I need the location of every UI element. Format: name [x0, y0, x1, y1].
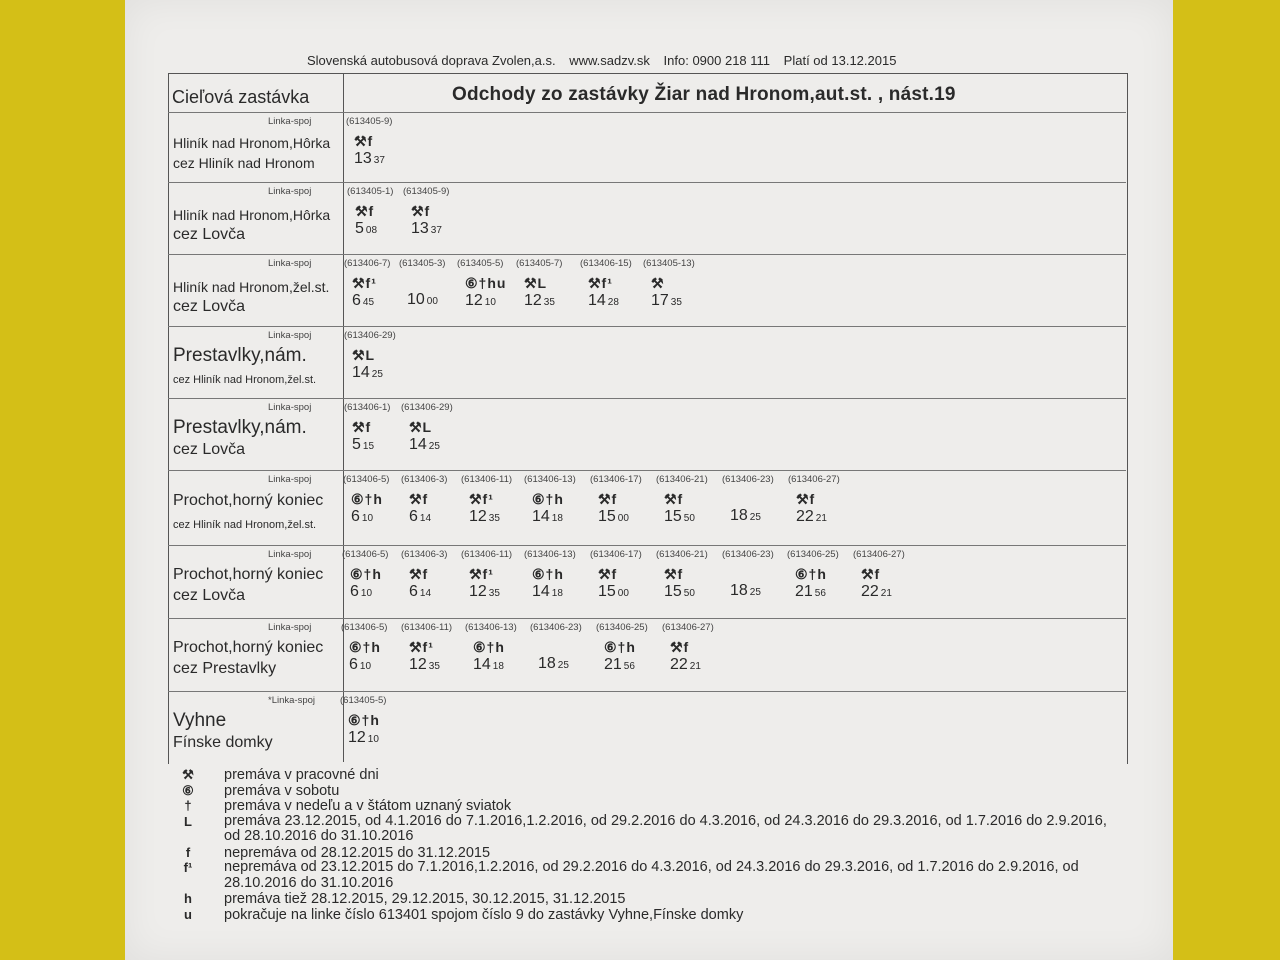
destination-name: Hliník nad Hronom,Hôrka	[173, 207, 331, 223]
spoj-code: (613406-25)	[596, 622, 648, 633]
departure	[409, 419, 479, 454]
departure-hour: 21	[604, 656, 622, 673]
departure-hour: 6	[349, 656, 358, 673]
departure-symbols: ⚒f	[598, 491, 618, 507]
departure-minute: 50	[683, 513, 695, 524]
departure	[598, 566, 668, 601]
departure-time	[664, 583, 734, 601]
departure-symbols	[538, 639, 608, 655]
linka-spoj-label: Linka-spoj	[268, 116, 312, 127]
spoj-code: (613406-11)	[401, 622, 453, 633]
departure-hour: 15	[598, 583, 616, 600]
destination-column-header: Cieľová zastávka	[172, 87, 310, 107]
company-web: www.sadzv.sk	[569, 53, 650, 68]
departure-time	[604, 656, 674, 674]
spoj-code: (613405-1)	[347, 186, 394, 197]
departure-symbols: ⚒f	[670, 639, 690, 655]
departure-time	[469, 508, 539, 526]
departure-minute: 35	[488, 588, 500, 599]
valid-from: Platí od 13.12.2015	[783, 53, 897, 68]
departure-symbols: ⚒f	[796, 491, 816, 507]
departure-hour: 10	[407, 291, 425, 308]
departure-time	[861, 583, 931, 601]
departure-time	[532, 508, 602, 526]
spoj-code: (613406-5)	[341, 622, 388, 633]
destination-via: cez Hliník nad Hronom	[173, 155, 315, 171]
destination-via: cez Hliník nad Hronom,žel.st.	[173, 374, 317, 386]
linka-spoj-label: Linka-spoj	[268, 474, 312, 485]
legend-item	[170, 907, 1130, 923]
spoj-code: (613406-11)	[461, 549, 513, 560]
departure-minute: 10	[361, 513, 374, 524]
departure-hour: 6	[409, 508, 418, 525]
spoj-code: (613405-7)	[516, 258, 563, 269]
spoj-code: (613406-25)	[787, 549, 839, 560]
departure-minute: 10	[484, 297, 496, 308]
departure-minute: 56	[623, 661, 635, 672]
legend-text: premáva tiež 28.12.2015, 29.12.2015, 30.12.2015, 31.12.2015	[224, 891, 626, 907]
destination-name: Prestavlky,nám.	[173, 345, 307, 366]
departure	[861, 566, 931, 601]
departure-minute: 18	[492, 661, 504, 672]
departure-symbols: ⑥†h	[350, 566, 382, 582]
departure-symbols: ⚒f¹	[588, 275, 613, 291]
departure	[670, 639, 740, 674]
departure-time	[651, 292, 721, 310]
legend-symbol: h	[184, 891, 192, 906]
departure	[795, 566, 865, 601]
departure-symbols: ⑥†h	[532, 491, 564, 507]
departure-minute: 21	[689, 661, 701, 672]
departure-hour: 12	[348, 729, 366, 746]
departure-time	[348, 729, 418, 747]
linka-spoj-label: Linka-spoj	[268, 258, 312, 269]
departure	[664, 491, 734, 526]
departure-minute: 45	[362, 297, 375, 308]
destination-via: cez Prestavlky	[173, 660, 277, 677]
departure-minute: 35	[670, 297, 682, 308]
departure-minute: 14	[419, 588, 432, 599]
spoj-code: (613406-13)	[524, 474, 576, 485]
departure-minute: 10	[367, 734, 379, 745]
spoj-code: (613406-15)	[580, 258, 632, 269]
departure-minute: 56	[814, 588, 826, 599]
route-section	[168, 692, 1128, 762]
departure	[411, 203, 481, 238]
departure-minute: 18	[551, 588, 563, 599]
spoj-code: (613406-27)	[853, 549, 905, 560]
departure-minute: 15	[362, 441, 375, 452]
linka-spoj-label: Linka-spoj	[268, 549, 312, 560]
departure-hour: 18	[538, 655, 556, 672]
departure-hour: 14	[532, 583, 550, 600]
departure-minute: 25	[557, 660, 569, 671]
departure-symbols: ⚒f	[409, 566, 429, 582]
legend-text: premáva v nedeľu a v štátom uznaný sviatok	[224, 798, 512, 814]
spoj-code: (613406-27)	[662, 622, 714, 633]
departure-symbols: ⚒f¹	[352, 275, 377, 291]
route-section	[168, 546, 1128, 619]
departure-symbols: ⑥†h	[348, 712, 380, 728]
destination-name: Prestavlky,nám.	[173, 417, 307, 438]
departure-hour: 22	[670, 656, 688, 673]
legend-symbol: f	[185, 844, 191, 860]
spoj-code: (613406-1)	[344, 402, 391, 413]
linka-spoj-label: Linka-spoj	[268, 186, 312, 197]
departure-time	[795, 583, 865, 601]
destination-via: cez Lovča	[173, 441, 246, 458]
departure-time	[469, 583, 539, 601]
departure-hour: 12	[465, 292, 483, 309]
legend-symbol: f¹	[183, 860, 193, 875]
legend-symbol: L	[184, 813, 192, 829]
spoj-code: (613406-5)	[342, 549, 389, 560]
destination-via: cez Hliník nad Hronom,žel.st.	[173, 519, 317, 531]
departure-hour: 18	[730, 507, 748, 524]
departure-time	[538, 655, 608, 673]
departure-hour: 12	[469, 508, 487, 525]
departure-hour: 21	[795, 583, 813, 600]
departure-time	[588, 292, 658, 310]
departure	[538, 639, 608, 673]
departure-minute: 37	[430, 225, 442, 236]
departure	[664, 566, 734, 601]
spoj-code: (613406-17)	[590, 549, 642, 560]
departure	[598, 491, 668, 526]
spoj-code: (613406-23)	[530, 622, 582, 633]
destination-name: Hliník nad Hronom,žel.st.	[173, 279, 330, 295]
linka-spoj-label: Linka-spoj	[268, 402, 312, 413]
departure-minute: 10	[359, 661, 372, 672]
departure-hour: 15	[664, 583, 682, 600]
destination-name: Vyhne	[173, 710, 227, 731]
departure	[524, 275, 594, 310]
departure	[588, 275, 658, 310]
departures-column-header: Odchody zo zastávky Žiar nad Hronom,aut.st. , nást.19	[452, 84, 956, 105]
departure-minute: 21	[880, 588, 892, 599]
route-section	[168, 619, 1128, 692]
departure-minute: 18	[551, 513, 563, 524]
spoj-code: (613406-29)	[401, 402, 453, 413]
legend-symbol: ⑥	[182, 782, 194, 798]
departure-hour: 6	[352, 292, 361, 309]
departure-symbols: ⚒f	[664, 491, 684, 507]
departure-hour: 17	[651, 292, 669, 309]
linka-spoj-label: *Linka-spoj	[268, 695, 315, 706]
departure	[469, 491, 539, 526]
departure-symbols: ⑥†h	[349, 639, 381, 655]
legend-text: premáva 23.12.2015, od 4.1.2016 do 7.1.2016,1.2.2016, od 29.2.2016 do 4.3.2016, od 24.3.2016 do 29.3.2016, od 1.7.2016 do 2.9.2016, od 28.10.2016 do 31.10.2016	[224, 812, 1107, 844]
departure	[469, 566, 539, 601]
spoj-code: (613405-9)	[346, 116, 393, 127]
destination-name: Prochot,horný koniec	[173, 639, 324, 656]
departure	[604, 639, 674, 674]
departure-minute: 25	[371, 369, 383, 380]
departure-time	[411, 220, 481, 238]
departure-time	[598, 508, 668, 526]
departure-symbols: ⑥†h	[351, 491, 383, 507]
departure	[352, 347, 422, 382]
legend-item	[170, 891, 1130, 907]
spoj-code: (613406-23)	[722, 549, 774, 560]
spoj-code: (613406-13)	[465, 622, 517, 633]
departure	[532, 491, 602, 526]
departure-hour: 22	[796, 508, 814, 525]
departure-symbols: ⚒f	[861, 566, 881, 582]
departure-symbols: ⚒L	[352, 347, 376, 363]
legend-item	[170, 798, 1130, 814]
departure-minute: 14	[419, 513, 432, 524]
linka-spoj-label: Linka-spoj	[268, 330, 312, 341]
departure-hour: 14	[588, 292, 606, 309]
legend-text: premáva v sobotu	[224, 782, 340, 799]
destination-via: cez Lovča	[173, 298, 246, 315]
destination-via: Fínske domky	[173, 734, 273, 751]
departure-symbols: ⚒f	[664, 566, 684, 582]
departure-symbols: ⑥†h	[473, 639, 505, 655]
legend	[170, 767, 1130, 922]
departure-symbols: ⚒f	[355, 203, 375, 219]
departure	[348, 712, 418, 747]
route-section	[168, 327, 1128, 399]
company-info: Info: 0900 218 111	[663, 53, 771, 68]
departure-minute: 25	[749, 587, 761, 598]
departure-hour: 12	[524, 292, 542, 309]
departure-symbols: ⚒L	[409, 419, 433, 435]
departure	[473, 639, 543, 674]
departure-time	[524, 292, 594, 310]
route-section	[168, 255, 1128, 327]
departure-minute: 10	[360, 588, 373, 599]
departure-symbols	[730, 491, 800, 507]
departure	[409, 639, 479, 674]
linka-spoj-label: Linka-spoj	[268, 622, 312, 633]
departure	[354, 133, 424, 168]
spoj-code: (613405-5)	[340, 695, 387, 706]
departure-minute: 28	[607, 297, 619, 308]
departure-symbols: ⚒f	[352, 419, 372, 435]
legend-symbol: †	[184, 798, 192, 813]
departure-hour: 12	[469, 583, 487, 600]
departure-hour: 18	[730, 582, 748, 599]
departure-hour: 6	[351, 508, 360, 525]
departure-minute: 08	[365, 225, 378, 236]
spoj-code: (613406-29)	[344, 330, 396, 341]
departure-hour: 5	[355, 220, 364, 237]
departure	[651, 275, 721, 310]
departure-minute: 50	[683, 588, 695, 599]
destination-name: Hliník nad Hronom,Hôrka	[173, 135, 331, 151]
departure-symbols: ⚒f	[354, 133, 374, 149]
departure	[730, 491, 800, 525]
departure-symbols: ⚒f	[598, 566, 618, 582]
spoj-code: (613406-21)	[656, 474, 708, 485]
departure-hour: 14	[409, 436, 427, 453]
departure-hour: 6	[350, 583, 359, 600]
legend-item	[170, 767, 1130, 783]
legend-symbol: u	[184, 906, 192, 922]
departure-symbols: ⚒f	[409, 491, 429, 507]
departure-symbols: ⚒	[651, 275, 665, 291]
departure-time	[532, 583, 602, 601]
legend-item	[170, 860, 1130, 891]
departure-minute: 37	[373, 155, 385, 166]
spoj-code: (613406-21)	[656, 549, 708, 560]
spoj-code: (613406-17)	[590, 474, 642, 485]
spoj-code: (613406-27)	[788, 474, 840, 485]
departure-time	[730, 507, 800, 525]
departure-hour: 12	[409, 656, 427, 673]
departure-time	[354, 150, 424, 168]
legend-item	[170, 845, 1130, 861]
spoj-code: (613405-13)	[643, 258, 695, 269]
departure-symbols: ⑥†hu	[465, 275, 507, 291]
departure-minute: 25	[428, 441, 440, 452]
departure-time	[670, 656, 740, 674]
departure-minute: 35	[488, 513, 500, 524]
departure-time	[409, 436, 479, 454]
departure-hour: 14	[532, 508, 550, 525]
destination-name: Prochot,horný koniec	[173, 492, 324, 509]
departure-hour: 15	[664, 508, 682, 525]
destination-via: cez Lovča	[173, 226, 246, 243]
departure-hour: 5	[352, 436, 361, 453]
departure-symbols: ⚒f	[411, 203, 431, 219]
spoj-code: (613406-7)	[344, 258, 391, 269]
departure-time	[352, 364, 422, 382]
route-section	[168, 399, 1128, 471]
departure-hour: 14	[473, 656, 491, 673]
departure-minute: 25	[749, 512, 761, 523]
destination-name: Prochot,horný koniec	[173, 566, 324, 583]
route-section	[168, 113, 1128, 183]
legend-item	[170, 783, 1130, 799]
spoj-code: (613406-13)	[524, 549, 576, 560]
spoj-code: (613406-3)	[401, 549, 448, 560]
departure-symbols: ⑥†h	[795, 566, 827, 582]
departure-symbols: ⚒f¹	[469, 491, 494, 507]
departure-time	[664, 508, 734, 526]
departure-minute: 35	[428, 661, 440, 672]
legend-text: nepremáva od 23.12.2015 do 7.1.2016,1.2.2016, od 29.2.2016 do 4.3.2016, od 24.3.2016 do 29.3.2016, od 1.7.2016 do 2.9.2016, od 28.10.2016 do 31.10.2016	[224, 859, 1079, 891]
departure-symbols: ⑥†h	[532, 566, 564, 582]
departure	[532, 566, 602, 601]
legend-text: pokračuje na linke číslo 613401 spojom číslo 9 do zastávky Vyhne,Fínske domky	[224, 906, 744, 923]
departure-time	[473, 656, 543, 674]
departure	[796, 491, 866, 526]
departure-time	[730, 582, 800, 600]
legend-item	[170, 814, 1130, 845]
route-section	[168, 183, 1128, 255]
company-name: Slovenská autobusová doprava Zvolen,a.s.	[307, 53, 556, 68]
spoj-code: (613405-5)	[457, 258, 504, 269]
departure-hour: 15	[598, 508, 616, 525]
timetable-header	[307, 53, 1007, 71]
departure-symbols: ⚒f¹	[409, 639, 434, 655]
legend-symbol: ⚒	[182, 767, 194, 782]
departure-hour: 13	[354, 150, 372, 167]
spoj-code: (613406-5)	[343, 474, 390, 485]
destination-via: cez Lovča	[173, 587, 246, 604]
legend-text: nepremáva od 28.12.2015 do 31.12.2015	[224, 844, 491, 861]
spoj-code: (613405-3)	[399, 258, 446, 269]
departure-symbols: ⑥†h	[604, 639, 636, 655]
departure-time	[409, 656, 479, 674]
departure-hour: 13	[411, 220, 429, 237]
departure-hour: 14	[352, 364, 370, 381]
departure-minute: 00	[617, 513, 629, 524]
departure-time	[796, 508, 866, 526]
departure-symbols: ⚒f¹	[469, 566, 494, 582]
route-section	[168, 471, 1128, 546]
departure-minute: 00	[617, 588, 629, 599]
spoj-code: (613405-9)	[403, 186, 450, 197]
departure-hour: 6	[409, 583, 418, 600]
spoj-code: (613406-23)	[722, 474, 774, 485]
departure-symbols	[730, 566, 800, 582]
departure	[730, 566, 800, 600]
departure-time	[598, 583, 668, 601]
spoj-code: (613406-11)	[461, 474, 513, 485]
departure-symbols: ⚒L	[524, 275, 548, 291]
departure-minute: 21	[815, 513, 827, 524]
spoj-code: (613406-3)	[401, 474, 448, 485]
departure-minute: 35	[543, 297, 555, 308]
departure-minute: 00	[426, 296, 438, 307]
legend-text: premáva v pracovné dni	[224, 767, 379, 783]
departure-hour: 22	[861, 583, 879, 600]
